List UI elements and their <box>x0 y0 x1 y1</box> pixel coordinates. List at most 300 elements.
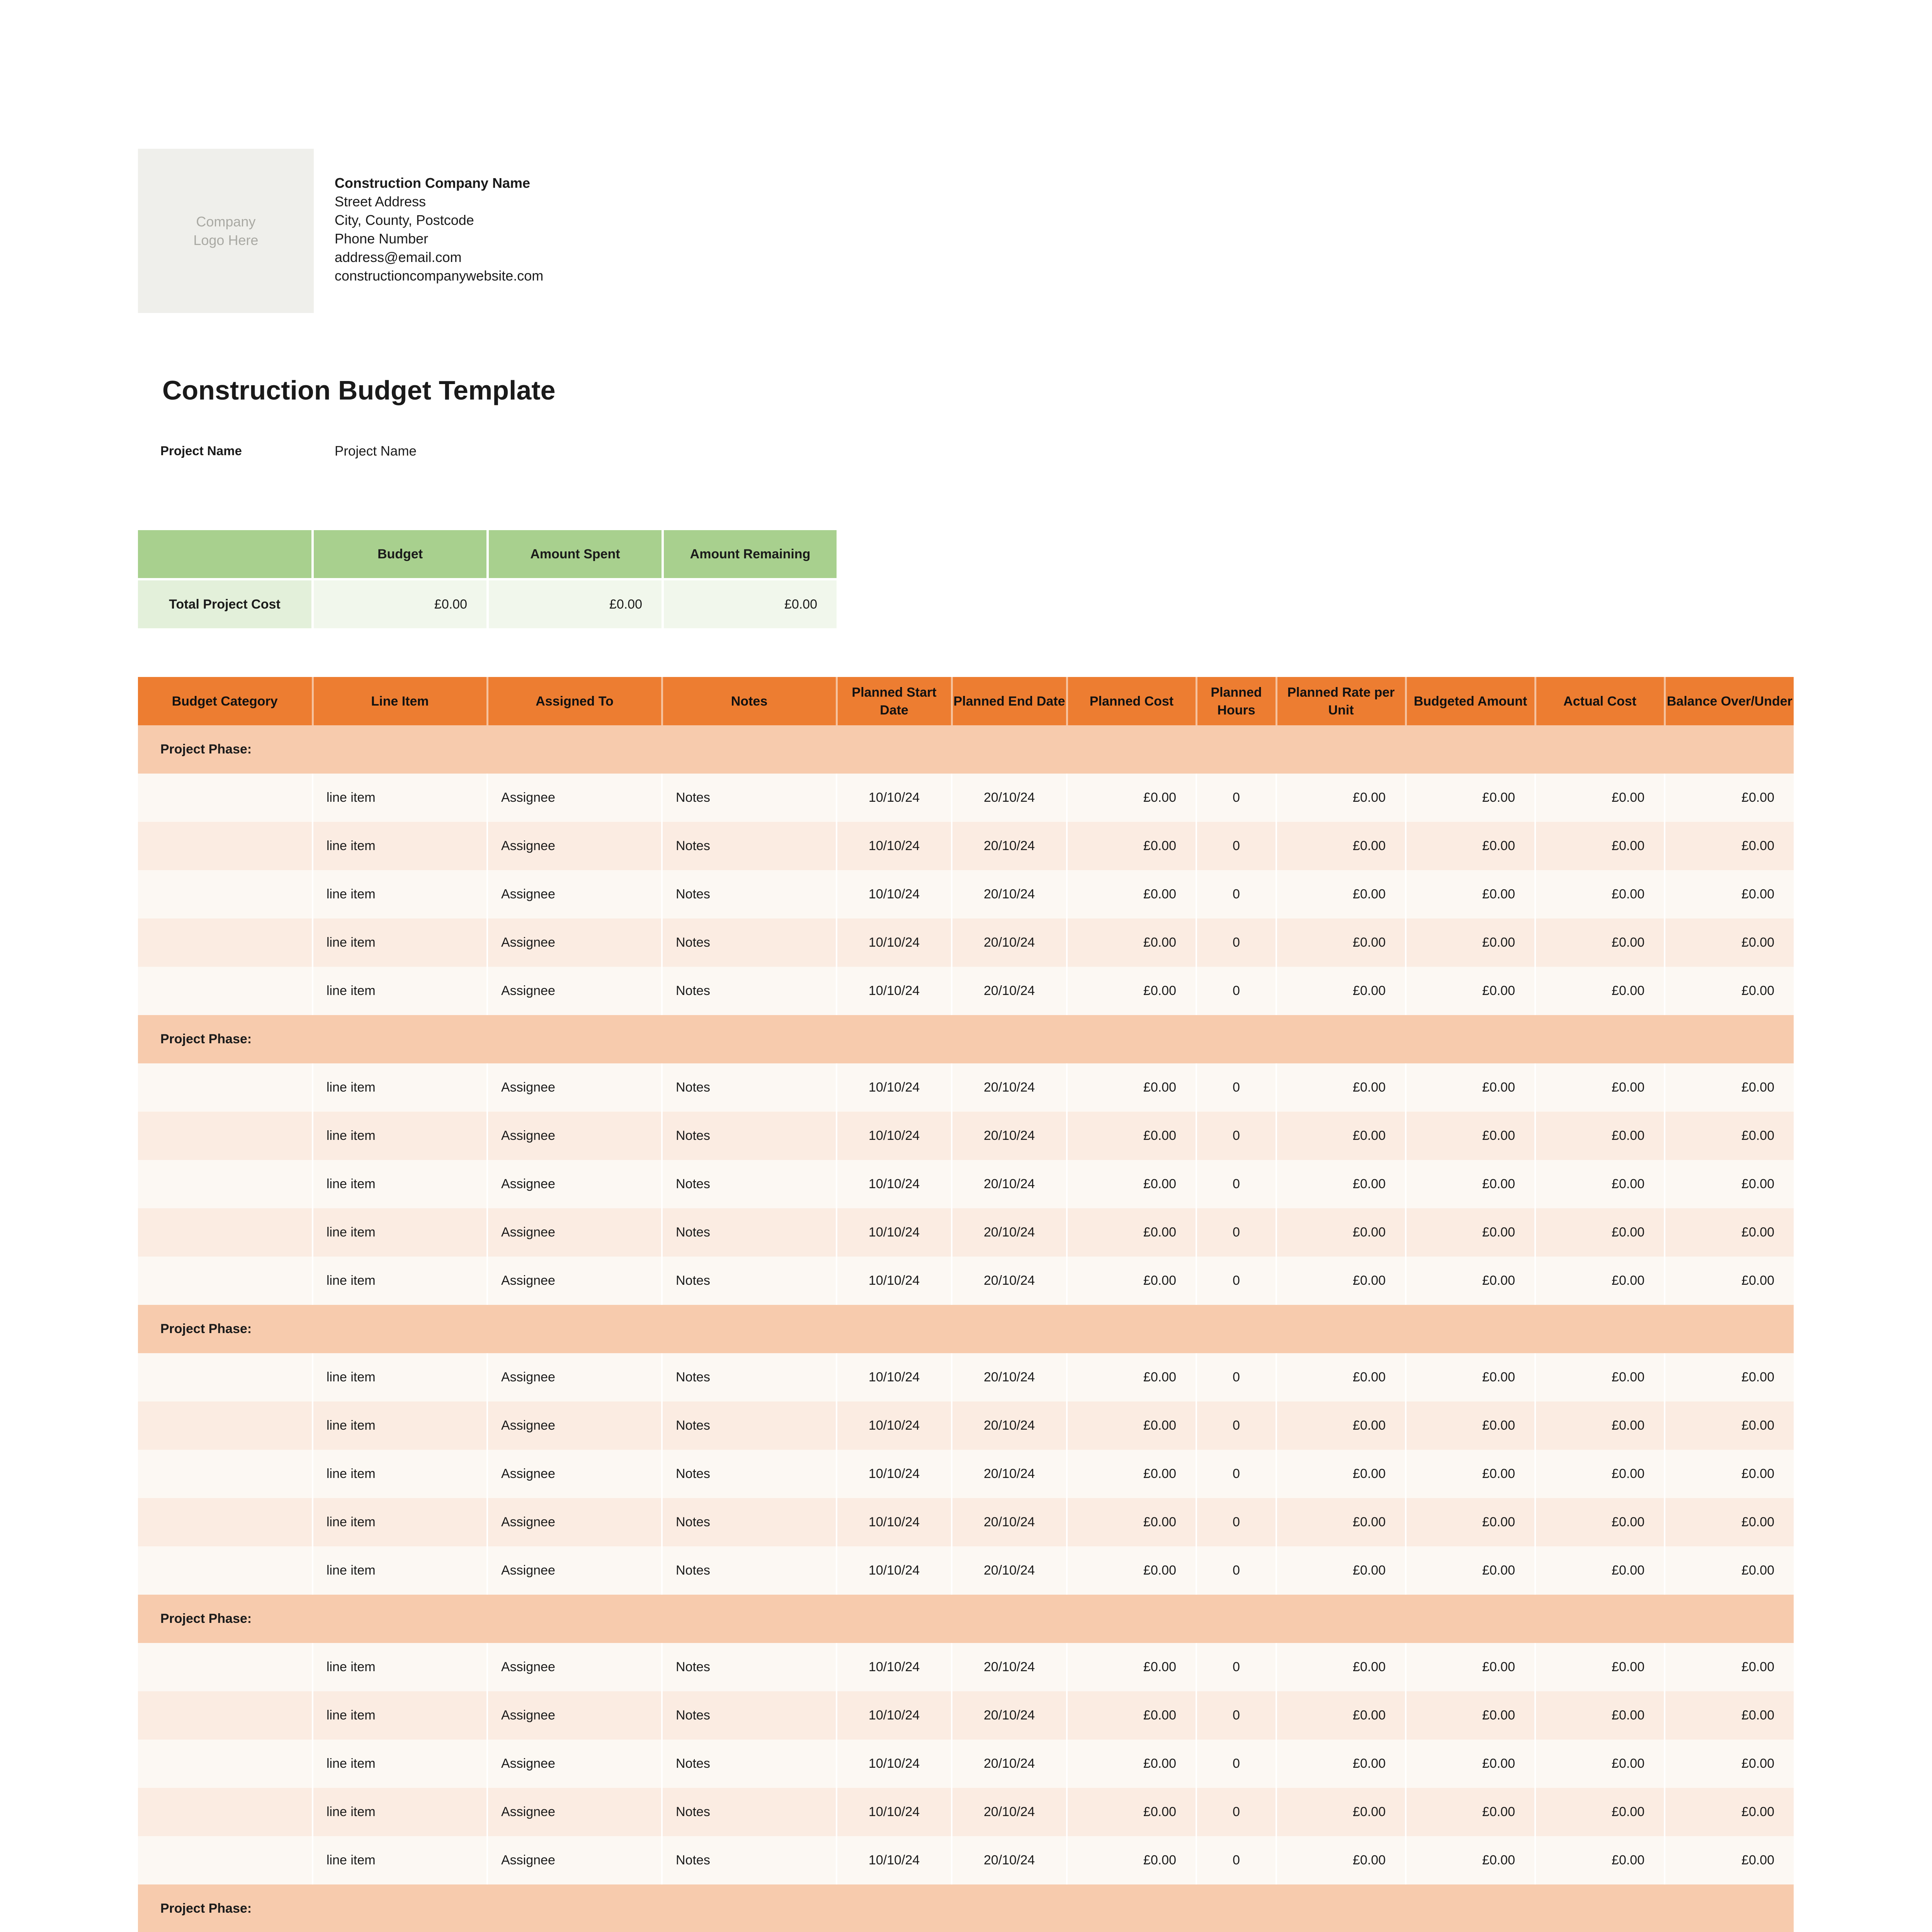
table-row <box>138 918 1794 967</box>
line-item-cell[interactable]: line item <box>313 1112 487 1160</box>
budgeted-amount-cell[interactable]: £0.00 <box>1406 774 1535 822</box>
budget-category-cell[interactable] <box>138 1498 313 1546</box>
planned-cost-cell[interactable]: £0.00 <box>1067 1691 1196 1740</box>
assigned-to-cell[interactable]: Assignee <box>487 918 662 967</box>
planned-rate-cell[interactable]: £0.00 <box>1276 918 1406 967</box>
budget-table <box>138 677 1794 1932</box>
planned-start-date-cell[interactable]: 10/10/24 <box>837 1160 952 1208</box>
notes-cell[interactable]: Notes <box>662 967 837 1015</box>
company-website: constructioncompanywebsite.com <box>335 268 544 284</box>
assigned-to-cell[interactable]: Assignee <box>487 1208 662 1257</box>
planned-hours-cell[interactable]: 0 <box>1196 1257 1276 1305</box>
planned-rate-cell[interactable]: £0.00 <box>1276 1208 1406 1257</box>
planned-cost-cell[interactable]: £0.00 <box>1067 918 1196 967</box>
header-planned-end-date: Planned End Date <box>952 677 1067 725</box>
assigned-to-cell[interactable]: Assignee <box>487 1401 662 1450</box>
budgeted-amount-cell[interactable]: £0.00 <box>1406 1353 1535 1401</box>
company-logo-placeholder <box>138 149 314 313</box>
planned-end-date-cell[interactable]: 20/10/24 <box>952 1691 1067 1740</box>
balance-cell[interactable]: £0.00 <box>1665 1546 1794 1595</box>
assigned-to-cell[interactable]: Assignee <box>487 774 662 822</box>
budgeted-amount-cell[interactable]: £0.00 <box>1406 1740 1535 1788</box>
planned-start-date-cell[interactable]: 10/10/24 <box>837 822 952 870</box>
summary-header-amount-remaining: Amount Remaining <box>664 530 837 580</box>
balance-cell[interactable]: £0.00 <box>1665 1788 1794 1836</box>
balance-cell[interactable]: £0.00 <box>1665 1740 1794 1788</box>
planned-end-date-cell[interactable]: 20/10/24 <box>952 1112 1067 1160</box>
planned-end-date-cell[interactable]: 20/10/24 <box>952 918 1067 967</box>
assigned-to-cell[interactable]: Assignee <box>487 1353 662 1401</box>
actual-cost-cell[interactable]: £0.00 <box>1535 1546 1665 1595</box>
planned-hours-cell[interactable]: 0 <box>1196 1208 1276 1257</box>
assigned-to-cell[interactable]: Assignee <box>487 1160 662 1208</box>
assigned-to-cell[interactable]: Assignee <box>487 1498 662 1546</box>
planned-rate-cell[interactable]: £0.00 <box>1276 1643 1406 1691</box>
assigned-to-cell[interactable]: Assignee <box>487 1643 662 1691</box>
budget-category-cell[interactable] <box>138 774 313 822</box>
planned-start-date-cell[interactable]: 10/10/24 <box>837 1740 952 1788</box>
table-row <box>138 1160 1794 1208</box>
balance-cell[interactable]: £0.00 <box>1665 1353 1794 1401</box>
header-actual-cost: Actual Cost <box>1535 677 1665 725</box>
planned-cost-cell[interactable]: £0.00 <box>1067 1112 1196 1160</box>
planned-cost-cell[interactable]: £0.00 <box>1067 1401 1196 1450</box>
balance-cell[interactable]: £0.00 <box>1665 822 1794 870</box>
line-item-cell[interactable]: line item <box>313 1353 487 1401</box>
planned-end-date-cell[interactable]: 20/10/24 <box>952 1643 1067 1691</box>
budget-category-cell[interactable] <box>138 967 313 1015</box>
planned-cost-cell[interactable]: £0.00 <box>1067 774 1196 822</box>
line-item-cell[interactable]: line item <box>313 1788 487 1836</box>
balance-cell[interactable]: £0.00 <box>1665 1836 1794 1884</box>
planned-start-date-cell[interactable]: 10/10/24 <box>837 1257 952 1305</box>
planned-end-date-cell[interactable]: 20/10/24 <box>952 1836 1067 1884</box>
budget-category-cell[interactable] <box>138 918 313 967</box>
budgeted-amount-cell[interactable]: £0.00 <box>1406 1691 1535 1740</box>
budget-category-cell[interactable] <box>138 1063 313 1112</box>
line-item-cell[interactable]: line item <box>313 1836 487 1884</box>
actual-cost-cell[interactable]: £0.00 <box>1535 1740 1665 1788</box>
notes-cell[interactable]: Notes <box>662 1208 837 1257</box>
planned-cost-cell[interactable]: £0.00 <box>1067 1257 1196 1305</box>
actual-cost-cell[interactable]: £0.00 <box>1535 1643 1665 1691</box>
planned-cost-cell[interactable]: £0.00 <box>1067 1498 1196 1546</box>
planned-rate-cell[interactable]: £0.00 <box>1276 1353 1406 1401</box>
budgeted-amount-cell[interactable]: £0.00 <box>1406 1643 1535 1691</box>
actual-cost-cell[interactable]: £0.00 <box>1535 1208 1665 1257</box>
planned-end-date-cell[interactable]: 20/10/24 <box>952 774 1067 822</box>
planned-rate-cell[interactable]: £0.00 <box>1276 1063 1406 1112</box>
summary-header-amount-spent: Amount Spent <box>489 530 662 580</box>
line-item-cell[interactable]: line item <box>313 1257 487 1305</box>
table-row <box>138 1643 1794 1691</box>
notes-cell[interactable]: Notes <box>662 870 837 918</box>
planned-start-date-cell[interactable]: 10/10/24 <box>837 918 952 967</box>
budget-category-cell[interactable] <box>138 1160 313 1208</box>
project-phase-row <box>138 1595 1794 1643</box>
planned-cost-cell[interactable]: £0.00 <box>1067 822 1196 870</box>
balance-cell[interactable]: £0.00 <box>1665 1208 1794 1257</box>
table-row <box>138 1208 1794 1257</box>
planned-cost-cell[interactable]: £0.00 <box>1067 1546 1196 1595</box>
balance-cell[interactable]: £0.00 <box>1665 1063 1794 1112</box>
logo-placeholder-text: Company Logo Here <box>193 213 259 248</box>
line-item-cell[interactable]: line item <box>313 822 487 870</box>
balance-cell[interactable]: £0.00 <box>1665 870 1794 918</box>
balance-cell[interactable]: £0.00 <box>1665 1450 1794 1498</box>
budget-category-cell[interactable] <box>138 1643 313 1691</box>
table-row <box>138 1257 1794 1305</box>
summary-header-empty <box>138 530 311 580</box>
planned-rate-cell[interactable]: £0.00 <box>1276 1498 1406 1546</box>
balance-cell[interactable]: £0.00 <box>1665 1401 1794 1450</box>
table-row <box>138 1498 1794 1546</box>
budget-category-cell[interactable] <box>138 1450 313 1498</box>
project-phase-row <box>138 1884 1794 1932</box>
planned-start-date-cell[interactable]: 10/10/24 <box>837 1450 952 1498</box>
planned-cost-cell[interactable]: £0.00 <box>1067 1788 1196 1836</box>
actual-cost-cell[interactable]: £0.00 <box>1535 1691 1665 1740</box>
budgeted-amount-cell[interactable]: £0.00 <box>1406 1788 1535 1836</box>
planned-end-date-cell[interactable]: 20/10/24 <box>952 967 1067 1015</box>
budgeted-amount-cell[interactable]: £0.00 <box>1406 918 1535 967</box>
planned-start-date-cell[interactable]: 10/10/24 <box>837 1353 952 1401</box>
budgeted-amount-cell[interactable]: £0.00 <box>1406 967 1535 1015</box>
budget-category-cell[interactable] <box>138 1401 313 1450</box>
planned-hours-cell[interactable]: 0 <box>1196 918 1276 967</box>
planned-hours-cell[interactable]: 0 <box>1196 1160 1276 1208</box>
planned-end-date-cell[interactable]: 20/10/24 <box>952 1160 1067 1208</box>
budget-category-cell[interactable] <box>138 1691 313 1740</box>
line-item-cell[interactable]: line item <box>313 1643 487 1691</box>
company-email: address@email.com <box>335 249 462 265</box>
planned-hours-cell[interactable]: 0 <box>1196 1353 1276 1401</box>
budget-category-cell[interactable] <box>138 1836 313 1884</box>
actual-cost-cell[interactable]: £0.00 <box>1535 1450 1665 1498</box>
planned-rate-cell[interactable]: £0.00 <box>1276 870 1406 918</box>
summary-remaining-value[interactable]: £0.00 <box>664 580 837 628</box>
header-budgeted-amount: Budgeted Amount <box>1406 677 1535 725</box>
table-row <box>138 1112 1794 1160</box>
notes-cell[interactable]: Notes <box>662 1546 837 1595</box>
project-phase-row <box>138 1015 1794 1063</box>
planned-rate-cell[interactable]: £0.00 <box>1276 1257 1406 1305</box>
planned-cost-cell[interactable]: £0.00 <box>1067 1836 1196 1884</box>
budget-category-cell[interactable] <box>138 1257 313 1305</box>
planned-start-date-cell[interactable]: 10/10/24 <box>837 1401 952 1450</box>
planned-hours-cell[interactable]: 0 <box>1196 1498 1276 1546</box>
planned-hours-cell[interactable]: 0 <box>1196 774 1276 822</box>
planned-hours-cell[interactable]: 0 <box>1196 1740 1276 1788</box>
balance-cell[interactable]: £0.00 <box>1665 1257 1794 1305</box>
planned-end-date-cell[interactable]: 20/10/24 <box>952 1546 1067 1595</box>
actual-cost-cell[interactable]: £0.00 <box>1535 1257 1665 1305</box>
planned-end-date-cell[interactable]: 20/10/24 <box>952 870 1067 918</box>
planned-start-date-cell[interactable]: 10/10/24 <box>837 1643 952 1691</box>
planned-cost-cell[interactable]: £0.00 <box>1067 1063 1196 1112</box>
assigned-to-cell[interactable]: Assignee <box>487 1836 662 1884</box>
planned-rate-cell[interactable]: £0.00 <box>1276 822 1406 870</box>
line-item-cell[interactable]: line item <box>313 967 487 1015</box>
project-phase-label: Project Phase: <box>138 1595 1794 1643</box>
planned-end-date-cell[interactable]: 20/10/24 <box>952 1063 1067 1112</box>
line-item-cell[interactable]: line item <box>313 870 487 918</box>
balance-cell[interactable]: £0.00 <box>1665 967 1794 1015</box>
budget-header-row <box>138 677 1794 725</box>
notes-cell[interactable]: Notes <box>662 822 837 870</box>
header-line-item: Line Item <box>313 677 487 725</box>
table-row <box>138 1691 1794 1740</box>
summary-budget-value[interactable]: £0.00 <box>314 580 486 628</box>
table-row <box>138 870 1794 918</box>
budgeted-amount-cell[interactable]: £0.00 <box>1406 1401 1535 1450</box>
planned-rate-cell[interactable]: £0.00 <box>1276 1740 1406 1788</box>
planned-rate-cell[interactable]: £0.00 <box>1276 774 1406 822</box>
planned-hours-cell[interactable]: 0 <box>1196 967 1276 1015</box>
planned-cost-cell[interactable]: £0.00 <box>1067 1643 1196 1691</box>
balance-cell[interactable]: £0.00 <box>1665 1112 1794 1160</box>
budgeted-amount-cell[interactable]: £0.00 <box>1406 1257 1535 1305</box>
planned-hours-cell[interactable]: 0 <box>1196 1450 1276 1498</box>
planned-cost-cell[interactable]: £0.00 <box>1067 967 1196 1015</box>
budget-category-cell[interactable] <box>138 870 313 918</box>
budget-category-cell[interactable] <box>138 1208 313 1257</box>
line-item-cell[interactable]: line item <box>313 918 487 967</box>
budgeted-amount-cell[interactable]: £0.00 <box>1406 1498 1535 1546</box>
line-item-cell[interactable]: line item <box>313 1498 487 1546</box>
actual-cost-cell[interactable]: £0.00 <box>1535 870 1665 918</box>
planned-end-date-cell[interactable]: 20/10/24 <box>952 1401 1067 1450</box>
planned-start-date-cell[interactable]: 10/10/24 <box>837 967 952 1015</box>
actual-cost-cell[interactable]: £0.00 <box>1535 1112 1665 1160</box>
project-phase-row <box>138 725 1794 774</box>
balance-cell[interactable]: £0.00 <box>1665 1643 1794 1691</box>
table-row <box>138 967 1794 1015</box>
planned-start-date-cell[interactable]: 10/10/24 <box>837 1498 952 1546</box>
notes-cell[interactable]: Notes <box>662 1353 837 1401</box>
assigned-to-cell[interactable]: Assignee <box>487 1063 662 1112</box>
project-phase-label: Project Phase: <box>138 725 1794 774</box>
planned-hours-cell[interactable]: 0 <box>1196 1063 1276 1112</box>
notes-cell[interactable]: Notes <box>662 1160 837 1208</box>
table-row <box>138 1788 1794 1836</box>
actual-cost-cell[interactable]: £0.00 <box>1535 1836 1665 1884</box>
notes-cell[interactable]: Notes <box>662 1498 837 1546</box>
actual-cost-cell[interactable]: £0.00 <box>1535 918 1665 967</box>
planned-start-date-cell[interactable]: 10/10/24 <box>837 1112 952 1160</box>
budget-category-cell[interactable] <box>138 1788 313 1836</box>
balance-cell[interactable]: £0.00 <box>1665 1498 1794 1546</box>
planned-rate-cell[interactable]: £0.00 <box>1276 1450 1406 1498</box>
planned-start-date-cell[interactable]: 10/10/24 <box>837 1546 952 1595</box>
assigned-to-cell[interactable]: Assignee <box>487 1450 662 1498</box>
balance-cell[interactable]: £0.00 <box>1665 1691 1794 1740</box>
header-balance-over-under: Balance Over/Under <box>1665 677 1794 725</box>
planned-hours-cell[interactable]: 0 <box>1196 1546 1276 1595</box>
planned-hours-cell[interactable]: 0 <box>1196 870 1276 918</box>
header-planned-cost: Planned Cost <box>1067 677 1196 725</box>
planned-start-date-cell[interactable]: 10/10/24 <box>837 1836 952 1884</box>
line-item-cell[interactable]: line item <box>313 774 487 822</box>
planned-cost-cell[interactable]: £0.00 <box>1067 1740 1196 1788</box>
planned-start-date-cell[interactable]: 10/10/24 <box>837 1063 952 1112</box>
planned-start-date-cell[interactable]: 10/10/24 <box>837 774 952 822</box>
assigned-to-cell[interactable]: Assignee <box>487 822 662 870</box>
line-item-cell[interactable]: line item <box>313 1401 487 1450</box>
planned-rate-cell[interactable]: £0.00 <box>1276 1788 1406 1836</box>
balance-cell[interactable]: £0.00 <box>1665 918 1794 967</box>
planned-hours-cell[interactable]: 0 <box>1196 822 1276 870</box>
budget-category-cell[interactable] <box>138 1112 313 1160</box>
planned-cost-cell[interactable]: £0.00 <box>1067 1353 1196 1401</box>
planned-rate-cell[interactable]: £0.00 <box>1276 1401 1406 1450</box>
planned-end-date-cell[interactable]: 20/10/24 <box>952 1498 1067 1546</box>
actual-cost-cell[interactable]: £0.00 <box>1535 774 1665 822</box>
assigned-to-cell[interactable]: Assignee <box>487 967 662 1015</box>
actual-cost-cell[interactable]: £0.00 <box>1535 822 1665 870</box>
planned-start-date-cell[interactable]: 10/10/24 <box>837 870 952 918</box>
actual-cost-cell[interactable]: £0.00 <box>1535 1401 1665 1450</box>
budget-category-cell[interactable] <box>138 1740 313 1788</box>
planned-cost-cell[interactable]: £0.00 <box>1067 1450 1196 1498</box>
planned-rate-cell[interactable]: £0.00 <box>1276 1112 1406 1160</box>
assigned-to-cell[interactable]: Assignee <box>487 870 662 918</box>
header-budget-category: Budget Category <box>138 677 313 725</box>
table-row <box>138 1740 1794 1788</box>
project-name-value[interactable]: Project Name <box>335 444 417 459</box>
budgeted-amount-cell[interactable]: £0.00 <box>1406 1208 1535 1257</box>
planned-hours-cell[interactable]: 0 <box>1196 1836 1276 1884</box>
assigned-to-cell[interactable]: Assignee <box>487 1257 662 1305</box>
budgeted-amount-cell[interactable]: £0.00 <box>1406 1160 1535 1208</box>
company-name: Construction Company Name <box>335 175 531 191</box>
assigned-to-cell[interactable]: Assignee <box>487 1788 662 1836</box>
planned-start-date-cell[interactable]: 10/10/24 <box>837 1788 952 1836</box>
table-row <box>138 1546 1794 1595</box>
notes-cell[interactable]: Notes <box>662 1450 837 1498</box>
table-row <box>138 1450 1794 1498</box>
summary-spent-value[interactable]: £0.00 <box>489 580 662 628</box>
notes-cell[interactable]: Notes <box>662 1643 837 1691</box>
planned-hours-cell[interactable]: 0 <box>1196 1643 1276 1691</box>
balance-cell[interactable]: £0.00 <box>1665 774 1794 822</box>
budgeted-amount-cell[interactable]: £0.00 <box>1406 822 1535 870</box>
header-planned-rate-per-unit: Planned Rate per Unit <box>1276 677 1406 725</box>
assigned-to-cell[interactable]: Assignee <box>487 1740 662 1788</box>
project-phase-label: Project Phase: <box>138 1305 1794 1353</box>
planned-end-date-cell[interactable]: 20/10/24 <box>952 822 1067 870</box>
line-item-cell[interactable]: line item <box>313 1063 487 1112</box>
company-city: City, County, Postcode <box>335 212 474 228</box>
budgeted-amount-cell[interactable]: £0.00 <box>1406 1836 1535 1884</box>
planned-start-date-cell[interactable]: 10/10/24 <box>837 1691 952 1740</box>
project-phase-label: Project Phase: <box>138 1884 1794 1932</box>
notes-cell[interactable]: Notes <box>662 774 837 822</box>
page-title: Construction Budget Template <box>162 375 556 405</box>
balance-cell[interactable]: £0.00 <box>1665 1160 1794 1208</box>
line-item-cell[interactable]: line item <box>313 1208 487 1257</box>
planned-hours-cell[interactable]: 0 <box>1196 1788 1276 1836</box>
planned-end-date-cell[interactable]: 20/10/24 <box>952 1208 1067 1257</box>
planned-rate-cell[interactable]: £0.00 <box>1276 967 1406 1015</box>
header-notes: Notes <box>662 677 837 725</box>
assigned-to-cell[interactable]: Assignee <box>487 1112 662 1160</box>
notes-cell[interactable]: Notes <box>662 1691 837 1740</box>
notes-cell[interactable]: Notes <box>662 1257 837 1305</box>
table-row <box>138 1353 1794 1401</box>
planned-cost-cell[interactable]: £0.00 <box>1067 1208 1196 1257</box>
planned-end-date-cell[interactable]: 20/10/24 <box>952 1450 1067 1498</box>
assigned-to-cell[interactable]: Assignee <box>487 1546 662 1595</box>
budget-category-cell[interactable] <box>138 1353 313 1401</box>
planned-hours-cell[interactable]: 0 <box>1196 1691 1276 1740</box>
assigned-to-cell[interactable]: Assignee <box>487 1691 662 1740</box>
line-item-cell[interactable]: line item <box>313 1546 487 1595</box>
header-assigned-to: Assigned To <box>487 677 662 725</box>
actual-cost-cell[interactable]: £0.00 <box>1535 1353 1665 1401</box>
planned-cost-cell[interactable]: £0.00 <box>1067 870 1196 918</box>
line-item-cell[interactable]: line item <box>313 1160 487 1208</box>
line-item-cell[interactable]: line item <box>313 1740 487 1788</box>
budgeted-amount-cell[interactable]: £0.00 <box>1406 870 1535 918</box>
actual-cost-cell[interactable]: £0.00 <box>1535 1498 1665 1546</box>
budgeted-amount-cell[interactable]: £0.00 <box>1406 1063 1535 1112</box>
actual-cost-cell[interactable]: £0.00 <box>1535 1063 1665 1112</box>
planned-rate-cell[interactable]: £0.00 <box>1276 1160 1406 1208</box>
table-row <box>138 774 1794 822</box>
project-phase-label: Project Phase: <box>138 1015 1794 1063</box>
planned-start-date-cell[interactable]: 10/10/24 <box>837 1208 952 1257</box>
actual-cost-cell[interactable]: £0.00 <box>1535 1160 1665 1208</box>
planned-rate-cell[interactable]: £0.00 <box>1276 1546 1406 1595</box>
actual-cost-cell[interactable]: £0.00 <box>1535 1788 1665 1836</box>
company-phone: Phone Number <box>335 231 429 247</box>
planned-end-date-cell[interactable]: 20/10/24 <box>952 1257 1067 1305</box>
budget-category-cell[interactable] <box>138 1546 313 1595</box>
budgeted-amount-cell[interactable]: £0.00 <box>1406 1546 1535 1595</box>
planned-hours-cell[interactable]: 0 <box>1196 1401 1276 1450</box>
summary-table <box>136 530 839 628</box>
budgeted-amount-cell[interactable]: £0.00 <box>1406 1112 1535 1160</box>
planned-end-date-cell[interactable]: 20/10/24 <box>952 1788 1067 1836</box>
summary-header-row <box>138 530 837 580</box>
notes-cell[interactable]: Notes <box>662 1836 837 1884</box>
notes-cell[interactable]: Notes <box>662 1740 837 1788</box>
notes-cell[interactable]: Notes <box>662 1401 837 1450</box>
planned-rate-cell[interactable]: £0.00 <box>1276 1691 1406 1740</box>
summary-total-label: Total Project Cost <box>138 580 311 628</box>
line-item-cell[interactable]: line item <box>313 1691 487 1740</box>
header-planned-hours: Planned Hours <box>1196 677 1276 725</box>
notes-cell[interactable]: Notes <box>662 1112 837 1160</box>
planned-cost-cell[interactable]: £0.00 <box>1067 1160 1196 1208</box>
actual-cost-cell[interactable]: £0.00 <box>1535 967 1665 1015</box>
budget-category-cell[interactable] <box>138 822 313 870</box>
notes-cell[interactable]: Notes <box>662 918 837 967</box>
planned-end-date-cell[interactable]: 20/10/24 <box>952 1740 1067 1788</box>
table-row <box>138 1836 1794 1884</box>
notes-cell[interactable]: Notes <box>662 1788 837 1836</box>
planned-end-date-cell[interactable]: 20/10/24 <box>952 1353 1067 1401</box>
line-item-cell[interactable]: line item <box>313 1450 487 1498</box>
notes-cell[interactable]: Notes <box>662 1063 837 1112</box>
summary-header-budget: Budget <box>314 530 486 580</box>
budgeted-amount-cell[interactable]: £0.00 <box>1406 1450 1535 1498</box>
planned-rate-cell[interactable]: £0.00 <box>1276 1836 1406 1884</box>
planned-hours-cell[interactable]: 0 <box>1196 1112 1276 1160</box>
project-phase-row <box>138 1305 1794 1353</box>
company-info <box>335 174 543 285</box>
